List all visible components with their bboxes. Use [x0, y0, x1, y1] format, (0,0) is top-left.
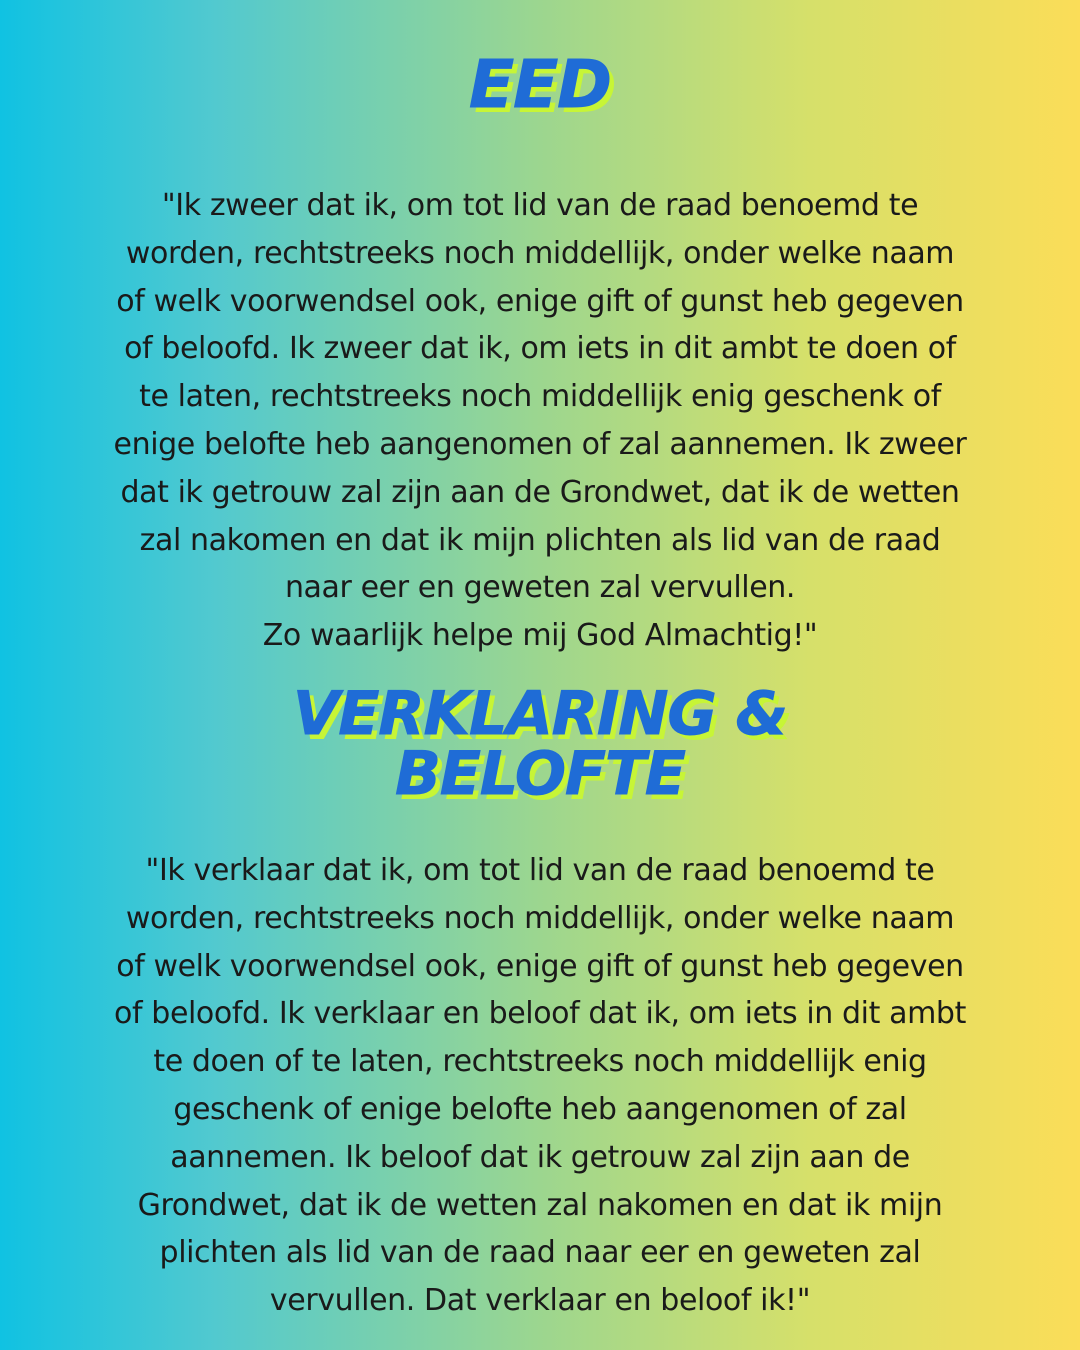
eed-oath-text: "Ik zweer dat ik, om tot lid van de raad benoemd te worden, rechtstreeks noch middellijk, onder welke naam of welk voorwendsel ook, enige gift of gunst heb gegeven of beloofd. Ik zweer dat ik, om iets in dit ambt te doen of te laten, rechtstreeks noch middellijk enig geschenk of enige belofte heb aangenomen of zal aannemen. Ik zweer dat ik getrouw zal zijn aan de Grondwet, dat ik de wetten zal nakomen en dat ik mijn plichten als lid van de raad naar eer en geweten zal vervullen. Zo waarlijk helpe mij God Almachtig!" [113, 188, 967, 654]
eed-heading: EED [469, 46, 611, 123]
verklaring-belofte-text: "Ik verklaar dat ik, om tot lid van de raad benoemd te worden, rechtstreeks noch middellijk, onder welke naam of welk voorwendsel ook, enige gift of gunst heb gegeven of beloofd. Ik verklaar en beloof dat ik, om iets in dit ambt te doen of te laten, rechtstreeks noch middellijk enig geschenk of enige belofte heb aangenomen of zal aannemen. Ik beloof dat ik getrouw zal zijn aan de Grondwet, dat ik de wetten zal nakomen en dat ik mijn plichten als lid van de raad naar eer en geweten zal vervullen. Dat verklaar en beloof ik!" [114, 853, 966, 1319]
verklaring-belofte-heading: VERKLARING & BELOFTE [293, 679, 787, 809]
